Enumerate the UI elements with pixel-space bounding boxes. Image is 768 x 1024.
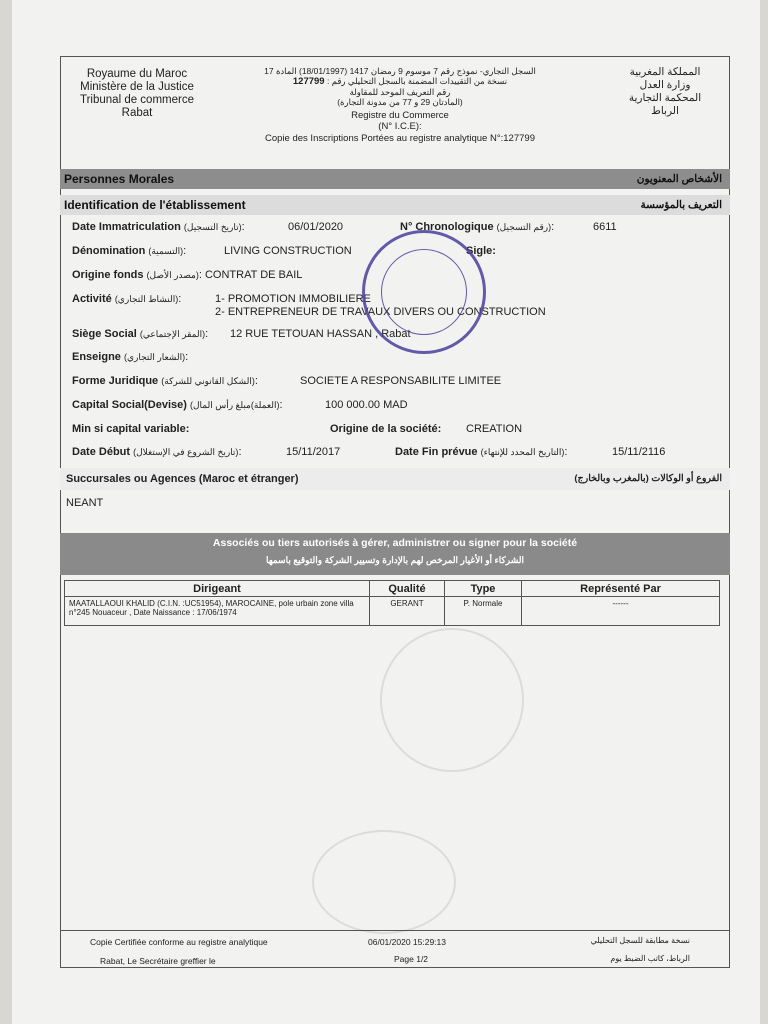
footer-greffier: Rabat, Le Secrétaire greffier le bbox=[100, 956, 216, 966]
row-chrono: N° Chronologique (رقم التسجيل): bbox=[400, 221, 555, 233]
siege-ar: (المقر الإجتماعي) bbox=[139, 329, 206, 339]
copy-ar-text: نسخة من التقييدات المضمنة بالسجل التحليلي رقم : bbox=[326, 76, 508, 86]
footer-certified-ar: نسخة مطابقة للسجل التحليلي bbox=[590, 936, 690, 945]
row-denomination: Dénomination (التسمية): bbox=[72, 245, 187, 257]
cell-represente: ------ bbox=[522, 597, 720, 626]
min-capital-label: Min si capital variable: bbox=[72, 423, 190, 435]
cell-type: P. Normale bbox=[445, 597, 522, 626]
court-stamp bbox=[362, 230, 486, 354]
copie-title: Copie des Inscriptions Portées au registre analytique N°:127799 bbox=[265, 133, 535, 144]
chrono-label: N° Chronologique bbox=[400, 221, 494, 233]
fin-value: 15/11/2116 bbox=[612, 446, 666, 458]
footer-greffier-ar: الرباط، كاتب الضبط يوم bbox=[610, 954, 690, 963]
succursales-fr: Succursales ou Agences (Maroc et étranger) bbox=[66, 473, 299, 485]
row-siege: Siège Social (المقر الإجتماعي): bbox=[72, 328, 209, 340]
forme-ar: (الشكل القانوني للشركة) bbox=[161, 376, 255, 386]
chrono-value: 6611 bbox=[593, 221, 617, 233]
associes-fr: Associés ou tiers autorisés à gérer, administrer ou signer pour la société bbox=[212, 537, 578, 549]
register-model-ar: السجل التجاري- نموذج رقم 7 موسوم 9 رمضان 1417 (18/01/1997) المادة 17 bbox=[264, 66, 536, 76]
dirigeants-table bbox=[64, 580, 720, 626]
row-date-fin: Date Fin prévue (التاريخ المحدد للإنتهاء): bbox=[395, 446, 568, 458]
row-date-debut: Date Début (تاريخ الشروع في الإستغلال): bbox=[72, 446, 242, 458]
personnes-ar: الأشخاص المعنويون bbox=[636, 173, 722, 185]
footer-date: 06/01/2020 15:29:13 bbox=[368, 937, 446, 947]
activite-1: 1- PROMOTION IMMOBILIERE bbox=[215, 293, 371, 305]
origsoc-label: Origine de la société: bbox=[330, 423, 442, 435]
row-activite: Activité (النشاط التجاري): bbox=[72, 293, 182, 305]
register-number: 127799 bbox=[292, 76, 325, 87]
registre-title: Registre du Commerce bbox=[351, 110, 449, 121]
col-type: Type bbox=[445, 581, 522, 597]
sigle-label: Sigle: bbox=[466, 245, 496, 257]
capital-label: Capital Social(Devise) bbox=[72, 399, 187, 411]
capital-value: 100 000.00 MAD bbox=[325, 399, 408, 411]
articles-ar: (المادتان 29 و 77 من مدونة التجارة) bbox=[337, 97, 463, 107]
ident-ar: التعريف بالمؤسسة bbox=[640, 199, 722, 211]
band-identification bbox=[60, 195, 730, 215]
succursales-band bbox=[60, 468, 730, 490]
faint-stamp-1 bbox=[380, 628, 524, 772]
associes-ar: الشركاء أو الأغيار المرخص لهم بالإدارة وتسيير الشركة والتوقيع باسمها bbox=[265, 555, 525, 565]
debut-value: 15/11/2017 bbox=[286, 446, 341, 458]
denom-label: Dénomination bbox=[72, 245, 146, 257]
origsoc-value: CREATION bbox=[466, 423, 523, 435]
ministry-ar: وزارة العدل bbox=[639, 79, 691, 91]
ice-ar: رقم التعريف الموحد للمقاولة bbox=[349, 87, 451, 97]
cell-dirigeant: MAATALLAOUI KHALID (C.I.N. :UC51954), MAROCAINE, pole urbain zone villa n°245 Nouaceur , Date Naissance : 17/06/1974 bbox=[65, 597, 370, 626]
band-personnes-morales bbox=[60, 169, 730, 189]
header-right bbox=[610, 66, 720, 118]
date-immat-label: Date Immatriculation bbox=[72, 221, 181, 233]
row-enseigne: Enseigne (الشعار التجاري): bbox=[72, 351, 189, 363]
row-capital: Capital Social(Devise) (العملة)مبلغ رأس المال): bbox=[72, 399, 283, 411]
forme-label: Forme Juridique bbox=[72, 375, 159, 387]
personnes-fr: Personnes Morales bbox=[64, 172, 175, 186]
forme-value: SOCIETE A RESPONSABILITE LIMITEE bbox=[300, 375, 502, 387]
fin-ar: (التاريخ المحدد للإنتهاء) bbox=[480, 447, 565, 457]
col-represente: Représenté Par bbox=[522, 581, 720, 597]
denom-value: LIVING CONSTRUCTION bbox=[224, 245, 352, 257]
ident-fr: Identification de l'établissement bbox=[64, 198, 246, 212]
activite-2: 2- ENTREPRENEUR DE TRAVAUX DIVERS OU CONSTRUCTION bbox=[215, 306, 546, 318]
ministry-fr: Ministère de la Justice bbox=[80, 81, 194, 93]
capital-ar: (العملة)مبلغ رأس المال) bbox=[190, 400, 280, 410]
city-ar: الرباط bbox=[651, 105, 679, 117]
enseigne-ar: (الشعار التجاري) bbox=[123, 352, 186, 362]
origine-label: Origine fonds bbox=[72, 269, 144, 281]
stamp-inner-ring bbox=[381, 249, 467, 335]
col-dirigeant: Dirigeant bbox=[65, 581, 370, 597]
tribunal-ar: المحكمة التجارية bbox=[628, 92, 702, 104]
row-origine: Origine fonds (مصدر الأصل): CONTRAT DE BAIL bbox=[72, 269, 303, 281]
footer-page: Page 1/2 bbox=[394, 954, 429, 964]
header-center bbox=[220, 66, 580, 144]
tribunal-fr: Tribunal de commerce bbox=[80, 94, 194, 106]
origine-value: CONTRAT DE BAIL bbox=[204, 269, 303, 281]
succursales-ar: الفروع أو الوكالات (بالمغرب وبالخارج) bbox=[574, 473, 722, 484]
debut-ar: (تاريخ الشروع في الإستغلال) bbox=[133, 447, 239, 457]
siege-label: Siège Social bbox=[72, 328, 137, 340]
row-forme: Forme Juridique (الشكل القانوني للشركة): bbox=[72, 375, 258, 387]
origine-ar: (مصدر الأصل) bbox=[146, 270, 199, 280]
kingdom-fr: Royaume du Maroc bbox=[86, 68, 188, 80]
enseigne-label: Enseigne bbox=[72, 351, 121, 363]
fin-label: Date Fin prévue bbox=[395, 446, 478, 458]
table-header-row bbox=[65, 581, 720, 597]
chrono-ar: (رقم التسجيل) bbox=[496, 222, 552, 232]
activite-label: Activité bbox=[72, 293, 112, 305]
siege-value: 12 RUE TETOUAN HASSAN , Rabat bbox=[230, 328, 411, 340]
kingdom-ar: المملكة المغربية bbox=[629, 66, 701, 78]
col-qualite: Qualité bbox=[370, 581, 445, 597]
date-immat-ar: (تاريخ التسجيل) bbox=[183, 222, 242, 232]
row-date-immat: Date Immatriculation (تاريخ التسجيل): bbox=[72, 221, 245, 233]
succursales-value: NEANT bbox=[66, 497, 104, 509]
debut-label: Date Début bbox=[72, 446, 131, 458]
activite-ar: (النشاط التجاري) bbox=[114, 294, 179, 304]
table-row bbox=[65, 597, 720, 626]
denom-ar: (التسمية) bbox=[148, 246, 184, 256]
cell-qualite: GERANT bbox=[370, 597, 445, 626]
ice-label: (N° I.C.E): bbox=[378, 121, 422, 132]
footer-certified: Copie Certifiée conforme au registre analytique bbox=[90, 937, 268, 947]
copy-ar bbox=[220, 76, 580, 87]
city-fr: Rabat bbox=[121, 107, 153, 119]
associes-band bbox=[60, 533, 730, 575]
date-immat-value: 06/01/2020 bbox=[288, 221, 344, 233]
footer bbox=[60, 930, 730, 968]
header-left bbox=[62, 68, 212, 120]
faint-stamp-2 bbox=[312, 830, 456, 934]
